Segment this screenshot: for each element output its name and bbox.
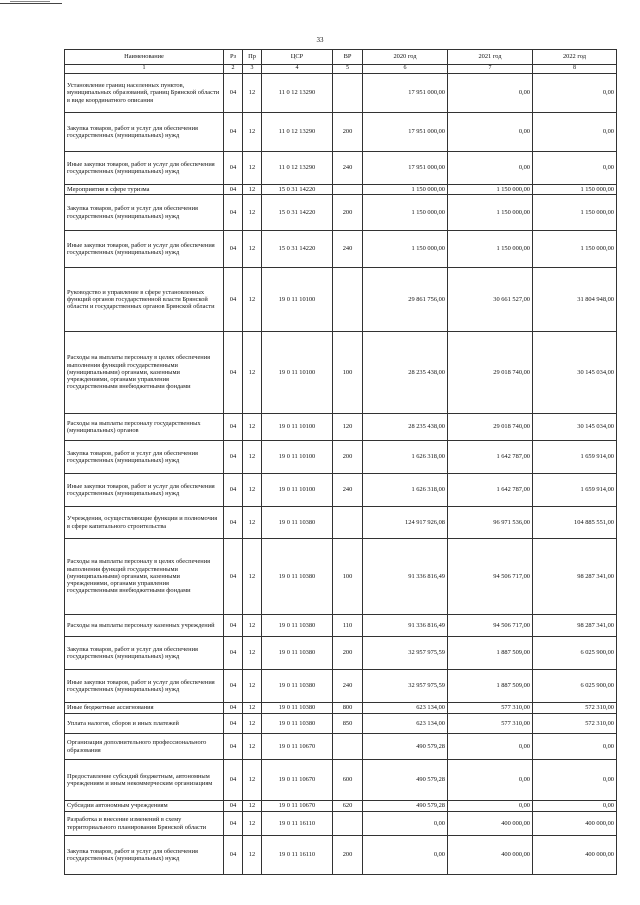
row-name: Уплата налогов, сборов и иных платежей xyxy=(65,714,224,734)
row-amount-2022: 0,00 xyxy=(533,734,617,760)
row-vr xyxy=(333,268,363,332)
row-amount-2020: 32 957 975,59 xyxy=(363,670,448,703)
row-amount-2020: 32 957 975,59 xyxy=(363,637,448,670)
row-pr: 12 xyxy=(243,734,262,760)
row-pr: 12 xyxy=(243,474,262,507)
table-row xyxy=(65,113,617,152)
row-name: Иные бюджетные ассигнования xyxy=(65,703,224,714)
row-pr: 12 xyxy=(243,74,262,113)
row-amount-2020: 0,00 xyxy=(363,812,448,836)
table-row xyxy=(65,539,617,615)
table-row xyxy=(65,670,617,703)
row-amount-2022: 572 310,00 xyxy=(533,703,617,714)
table-row xyxy=(65,441,617,474)
row-name: Расходы на выплаты персоналу казенных учреждений xyxy=(65,615,224,637)
table-row xyxy=(65,231,617,268)
row-amount-2022: 0,00 xyxy=(533,152,617,185)
row-amount-2021: 0,00 xyxy=(448,760,533,801)
row-csr: 19 0 11 10380 xyxy=(262,670,333,703)
row-amount-2021: 1 887 509,00 xyxy=(448,670,533,703)
row-rz: 04 xyxy=(224,714,243,734)
row-pr: 12 xyxy=(243,231,262,268)
row-amount-2020: 29 861 756,00 xyxy=(363,268,448,332)
row-rz: 04 xyxy=(224,441,243,474)
row-amount-2022: 400 000,00 xyxy=(533,812,617,836)
row-vr: 800 xyxy=(333,703,363,714)
row-amount-2021: 29 018 740,00 xyxy=(448,414,533,441)
table-row xyxy=(65,474,617,507)
row-amount-2021: 94 506 717,00 xyxy=(448,539,533,615)
row-vr: 240 xyxy=(333,670,363,703)
row-pr: 12 xyxy=(243,714,262,734)
row-csr: 19 0 11 10670 xyxy=(262,734,333,760)
row-name: Закупка товаров, работ и услуг для обеспечения государственных (муниципальных) нужд xyxy=(65,836,224,875)
row-name: Закупка товаров, работ и услуг для обеспечения государственных (муниципальных) нужд xyxy=(65,441,224,474)
col-number: 6 xyxy=(363,65,448,74)
row-amount-2021: 1 150 000,00 xyxy=(448,185,533,195)
row-csr: 19 0 11 10100 xyxy=(262,414,333,441)
row-csr: 11 0 12 13290 xyxy=(262,74,333,113)
row-name: Мероприятия в сфере туризма xyxy=(65,185,224,195)
row-amount-2020: 490 579,28 xyxy=(363,734,448,760)
table-row xyxy=(65,268,617,332)
row-csr: 19 0 11 10380 xyxy=(262,703,333,714)
row-amount-2020: 28 235 438,00 xyxy=(363,332,448,414)
row-pr: 12 xyxy=(243,637,262,670)
row-amount-2021: 577 310,00 xyxy=(448,714,533,734)
row-amount-2021: 1 642 787,00 xyxy=(448,441,533,474)
row-name: Субсидии автономным учреждениям xyxy=(65,801,224,812)
row-vr: 600 xyxy=(333,760,363,801)
row-amount-2020: 0,00 xyxy=(363,836,448,875)
table-row xyxy=(65,507,617,539)
row-vr: 200 xyxy=(333,836,363,875)
row-pr: 12 xyxy=(243,414,262,441)
row-csr: 19 0 11 10380 xyxy=(262,714,333,734)
col-number: 4 xyxy=(262,65,333,74)
row-vr: 100 xyxy=(333,332,363,414)
row-vr: 110 xyxy=(333,615,363,637)
col-number: 2 xyxy=(224,65,243,74)
table-row xyxy=(65,185,617,195)
table-row xyxy=(65,836,617,875)
row-name: Руководство и управление в сфере установленных функций органов государственной власти Брянской области и государственных органов Брянской области xyxy=(65,268,224,332)
row-amount-2022: 1 659 914,00 xyxy=(533,441,617,474)
row-amount-2020: 1 150 000,00 xyxy=(363,195,448,231)
row-rz: 04 xyxy=(224,195,243,231)
row-amount-2020: 17 951 000,00 xyxy=(363,74,448,113)
row-amount-2020: 623 134,00 xyxy=(363,714,448,734)
row-vr: 620 xyxy=(333,801,363,812)
row-amount-2021: 1 887 509,00 xyxy=(448,637,533,670)
row-amount-2021: 0,00 xyxy=(448,113,533,152)
row-amount-2022: 1 150 000,00 xyxy=(533,185,617,195)
row-amount-2022: 1 150 000,00 xyxy=(533,195,617,231)
col-number: 7 xyxy=(448,65,533,74)
row-rz: 04 xyxy=(224,836,243,875)
row-amount-2020: 490 579,28 xyxy=(363,801,448,812)
table-row xyxy=(65,734,617,760)
row-amount-2020: 17 951 000,00 xyxy=(363,152,448,185)
row-csr: 15 0 31 14220 xyxy=(262,231,333,268)
row-amount-2022: 31 804 948,00 xyxy=(533,268,617,332)
row-name: Иные закупки товаров, работ и услуг для обеспечения государственных (муниципальных) нужд xyxy=(65,231,224,268)
row-amount-2021: 94 506 717,00 xyxy=(448,615,533,637)
table-row xyxy=(65,637,617,670)
row-rz: 04 xyxy=(224,414,243,441)
header-row xyxy=(65,50,617,65)
row-amount-2022: 0,00 xyxy=(533,760,617,801)
row-name: Учреждения, осуществляющие функции и полномочия в сфере капитального строительства xyxy=(65,507,224,539)
header-name: Наименование xyxy=(65,50,224,65)
row-rz: 04 xyxy=(224,703,243,714)
row-vr xyxy=(333,812,363,836)
row-pr: 12 xyxy=(243,703,262,714)
row-csr: 19 0 11 10670 xyxy=(262,801,333,812)
row-csr: 19 0 11 10670 xyxy=(262,760,333,801)
row-rz: 04 xyxy=(224,332,243,414)
row-amount-2022: 400 000,00 xyxy=(533,836,617,875)
row-csr: 19 0 11 10100 xyxy=(262,268,333,332)
row-vr: 100 xyxy=(333,539,363,615)
header-csr: ЦСР xyxy=(262,50,333,65)
row-name: Расходы на выплаты персоналу в целях обеспечения выполнения функций государственными (муниципальными) органами, казенными учреждениями, органами управления государственными внебюджетными фондами xyxy=(65,332,224,414)
header-rz: Рз xyxy=(224,50,243,65)
row-csr: 19 0 11 10100 xyxy=(262,441,333,474)
row-csr: 19 0 11 10100 xyxy=(262,332,333,414)
row-vr: 200 xyxy=(333,195,363,231)
row-pr: 12 xyxy=(243,441,262,474)
row-rz: 04 xyxy=(224,185,243,195)
table-row xyxy=(65,615,617,637)
row-csr: 19 0 11 16110 xyxy=(262,812,333,836)
row-rz: 04 xyxy=(224,152,243,185)
table-row xyxy=(65,332,617,414)
row-vr: 120 xyxy=(333,414,363,441)
row-name: Организация дополнительного профессионального образования xyxy=(65,734,224,760)
row-pr: 12 xyxy=(243,670,262,703)
col-number: 1 xyxy=(65,65,224,74)
row-amount-2021: 400 000,00 xyxy=(448,812,533,836)
row-rz: 04 xyxy=(224,760,243,801)
table-row xyxy=(65,714,617,734)
row-amount-2021: 1 150 000,00 xyxy=(448,195,533,231)
row-csr: 19 0 11 10380 xyxy=(262,615,333,637)
table-body xyxy=(65,74,617,875)
row-amount-2021: 0,00 xyxy=(448,734,533,760)
table-row xyxy=(65,74,617,113)
row-pr: 12 xyxy=(243,760,262,801)
column-number-row xyxy=(65,65,617,74)
table-row xyxy=(65,760,617,801)
row-rz: 04 xyxy=(224,637,243,670)
header-vr: ВР xyxy=(333,50,363,65)
table-row xyxy=(65,195,617,231)
row-name: Расходы на выплаты персоналу государственных (муниципальных) органов xyxy=(65,414,224,441)
row-amount-2020: 490 579,28 xyxy=(363,760,448,801)
table-row xyxy=(65,801,617,812)
row-name: Закупка товаров, работ и услуг для обеспечения государственных (муниципальных) нужд xyxy=(65,637,224,670)
row-name: Иные закупки товаров, работ и услуг для обеспечения государственных (муниципальных) нужд xyxy=(65,474,224,507)
row-amount-2022: 104 885 551,00 xyxy=(533,507,617,539)
row-csr: 19 0 11 10380 xyxy=(262,539,333,615)
row-rz: 04 xyxy=(224,231,243,268)
row-pr: 12 xyxy=(243,268,262,332)
table-row xyxy=(65,414,617,441)
row-pr: 12 xyxy=(243,195,262,231)
row-csr: 19 0 11 16110 xyxy=(262,836,333,875)
row-rz: 04 xyxy=(224,670,243,703)
row-name: Расходы на выплаты персоналу в целях обеспечения выполнения функций государственными (муниципальными) органами, казенными учреждениями, органами управления государственными внебюджетными фондами xyxy=(65,539,224,615)
row-amount-2020: 1 150 000,00 xyxy=(363,231,448,268)
row-vr: 850 xyxy=(333,714,363,734)
row-amount-2021: 577 310,00 xyxy=(448,703,533,714)
row-amount-2022: 6 025 900,00 xyxy=(533,670,617,703)
row-vr: 240 xyxy=(333,231,363,268)
row-rz: 04 xyxy=(224,268,243,332)
row-vr: 200 xyxy=(333,637,363,670)
row-pr: 12 xyxy=(243,801,262,812)
row-amount-2022: 98 287 341,00 xyxy=(533,539,617,615)
row-pr: 12 xyxy=(243,113,262,152)
row-rz: 04 xyxy=(224,474,243,507)
row-csr: 19 0 11 10100 xyxy=(262,474,333,507)
row-amount-2020: 1 626 318,00 xyxy=(363,441,448,474)
row-amount-2022: 0,00 xyxy=(533,113,617,152)
row-rz: 04 xyxy=(224,734,243,760)
top-edge-line xyxy=(0,3,62,4)
row-amount-2021: 29 018 740,00 xyxy=(448,332,533,414)
row-vr: 200 xyxy=(333,113,363,152)
row-amount-2022: 30 145 034,00 xyxy=(533,332,617,414)
row-amount-2020: 1 150 000,00 xyxy=(363,185,448,195)
col-number: 3 xyxy=(243,65,262,74)
row-amount-2021: 0,00 xyxy=(448,152,533,185)
budget-table xyxy=(64,49,617,875)
row-name: Разработка и внесение изменений в схему территориального планирования Брянской области xyxy=(65,812,224,836)
row-name: Закупка товаров, работ и услуг для обеспечения государственных (муниципальных) нужд xyxy=(65,195,224,231)
row-name: Иные закупки товаров, работ и услуг для обеспечения государственных (муниципальных) нужд xyxy=(65,670,224,703)
row-vr xyxy=(333,507,363,539)
row-csr: 11 0 12 13290 xyxy=(262,113,333,152)
row-amount-2022: 0,00 xyxy=(533,74,617,113)
col-number: 5 xyxy=(333,65,363,74)
row-pr: 12 xyxy=(243,332,262,414)
row-amount-2022: 1 150 000,00 xyxy=(533,231,617,268)
table-row xyxy=(65,152,617,185)
row-csr: 11 0 12 13290 xyxy=(262,152,333,185)
row-name: Установление границ населенных пунктов, муниципальных образований, границ Брянской области в виде координатного описания xyxy=(65,74,224,113)
row-rz: 04 xyxy=(224,74,243,113)
top-edge-mark xyxy=(10,1,50,2)
row-pr: 12 xyxy=(243,836,262,875)
row-amount-2020: 91 336 816,49 xyxy=(363,539,448,615)
row-amount-2020: 1 626 318,00 xyxy=(363,474,448,507)
row-amount-2020: 124 917 926,08 xyxy=(363,507,448,539)
row-rz: 04 xyxy=(224,113,243,152)
row-amount-2021: 96 971 536,00 xyxy=(448,507,533,539)
row-amount-2020: 623 134,00 xyxy=(363,703,448,714)
row-pr: 12 xyxy=(243,539,262,615)
header-2022: 2022 год xyxy=(533,50,617,65)
row-vr: 200 xyxy=(333,441,363,474)
row-amount-2022: 30 145 034,00 xyxy=(533,414,617,441)
row-amount-2022: 572 310,00 xyxy=(533,714,617,734)
row-amount-2022: 98 287 341,00 xyxy=(533,615,617,637)
row-pr: 12 xyxy=(243,615,262,637)
row-csr: 19 0 11 10380 xyxy=(262,507,333,539)
table-row xyxy=(65,812,617,836)
row-amount-2021: 1 150 000,00 xyxy=(448,231,533,268)
row-rz: 04 xyxy=(224,812,243,836)
header-pr: Пр xyxy=(243,50,262,65)
row-amount-2021: 0,00 xyxy=(448,74,533,113)
table-row xyxy=(65,703,617,714)
row-vr xyxy=(333,185,363,195)
header-2020: 2020 год xyxy=(363,50,448,65)
row-vr: 240 xyxy=(333,474,363,507)
row-vr: 240 xyxy=(333,152,363,185)
row-vr xyxy=(333,734,363,760)
row-amount-2022: 1 659 914,00 xyxy=(533,474,617,507)
row-name: Иные закупки товаров, работ и услуг для обеспечения государственных (муниципальных) нужд xyxy=(65,152,224,185)
row-csr: 19 0 11 10380 xyxy=(262,637,333,670)
row-rz: 04 xyxy=(224,801,243,812)
row-name: Закупка товаров, работ и услуг для обеспечения государственных (муниципальных) нужд xyxy=(65,113,224,152)
row-pr: 12 xyxy=(243,812,262,836)
row-amount-2022: 6 025 900,00 xyxy=(533,637,617,670)
row-rz: 04 xyxy=(224,539,243,615)
row-amount-2021: 30 661 527,00 xyxy=(448,268,533,332)
row-amount-2020: 17 951 000,00 xyxy=(363,113,448,152)
row-name: Предоставление субсидий бюджетным, автономным учреждениям и иным некоммерческим организациям xyxy=(65,760,224,801)
row-rz: 04 xyxy=(224,615,243,637)
row-vr xyxy=(333,74,363,113)
row-amount-2021: 0,00 xyxy=(448,801,533,812)
row-pr: 12 xyxy=(243,507,262,539)
row-amount-2020: 91 336 816,49 xyxy=(363,615,448,637)
row-amount-2022: 0,00 xyxy=(533,801,617,812)
header-2021: 2021 год xyxy=(448,50,533,65)
col-number: 8 xyxy=(533,65,617,74)
row-rz: 04 xyxy=(224,507,243,539)
row-csr: 15 0 31 14220 xyxy=(262,185,333,195)
row-csr: 15 0 31 14220 xyxy=(262,195,333,231)
row-pr: 12 xyxy=(243,185,262,195)
row-amount-2020: 28 235 438,00 xyxy=(363,414,448,441)
page-number: 33 xyxy=(316,36,324,44)
row-amount-2021: 1 642 787,00 xyxy=(448,474,533,507)
row-pr: 12 xyxy=(243,152,262,185)
row-amount-2021: 400 000,00 xyxy=(448,836,533,875)
